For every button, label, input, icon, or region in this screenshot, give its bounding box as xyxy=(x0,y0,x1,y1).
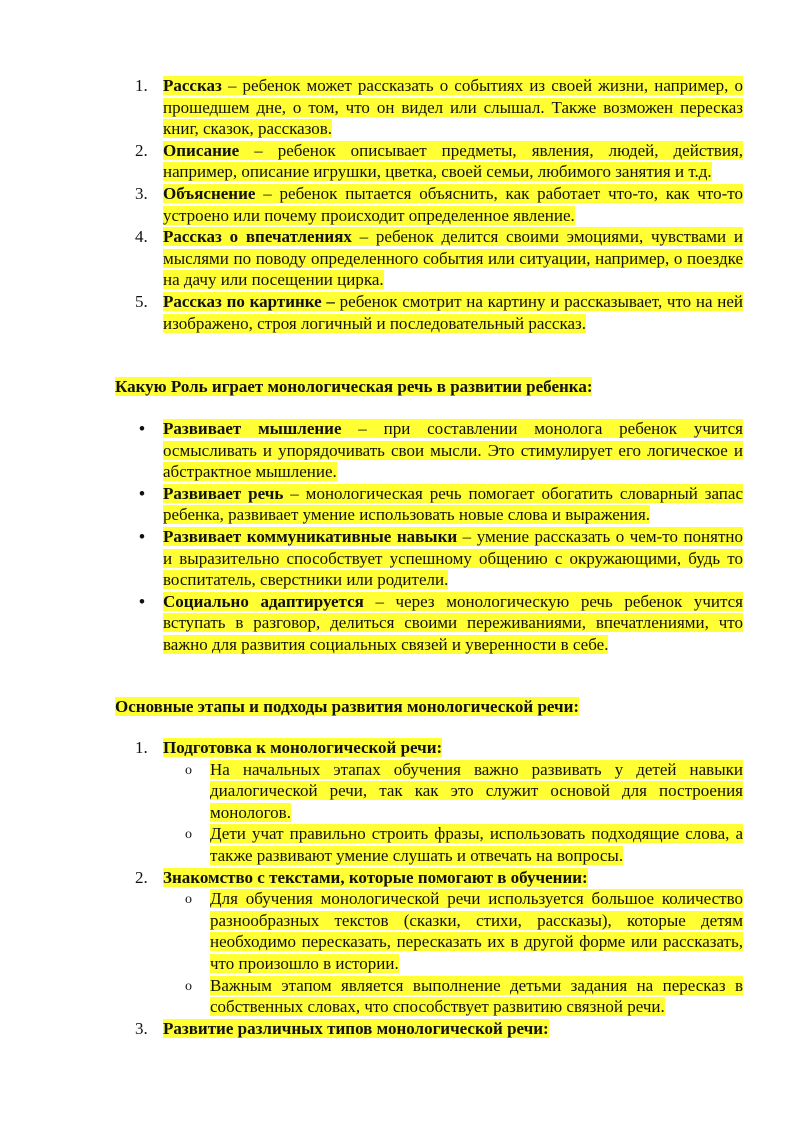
bullet-icon: • xyxy=(139,591,145,611)
circle-bullet-icon: o xyxy=(185,762,192,778)
sub-list-item xyxy=(185,975,743,1018)
item-term: Развивает мышление xyxy=(163,419,342,438)
item-text: – при составлении монолога ребенок учится осмысливать и упорядочивать свои мысли. Это стимулирует его логическое и абстрактное мышление. xyxy=(163,419,743,482)
item-term: Развивает речь xyxy=(163,483,284,503)
item-term: Рассказ xyxy=(163,76,222,95)
list-number: 5. xyxy=(135,291,148,311)
circle-bullet-icon: o xyxy=(185,827,192,843)
item-text: – ребенок пытается объяснить, как работает что-то, как что-то устроено или почему происходит определенное явление. xyxy=(163,183,743,225)
sub-list-item xyxy=(185,823,743,866)
list-item xyxy=(135,291,743,334)
list-item xyxy=(135,75,743,140)
sub-list xyxy=(185,759,743,867)
item-text: – через монологическую речь ребенок учится вступать в разговор, делиться своими переживаниями, впечатлениями, что важно для развития социальных связей и уверенности в себе. xyxy=(163,591,743,654)
circle-bullet-icon: o xyxy=(185,892,192,908)
item-text: – ребенок может рассказать о событиях из своей жизни, например, о прошедшем дне, о том, что он видел или слышал. Также возможен пересказ книг, сказок, рассказов. xyxy=(163,76,743,139)
list-number: 1. xyxy=(135,76,148,95)
item-term: Рассказ по картинке – xyxy=(163,291,335,311)
item-term: Социально адаптируется xyxy=(163,591,364,611)
bullet-icon: • xyxy=(139,526,145,546)
sub-item-text: Дети учат правильно строить фразы, использовать подходящие слова, а также развивают умение слушать и отвечать на вопросы. xyxy=(210,824,743,865)
speech-types-list xyxy=(135,75,743,334)
list-number: 4. xyxy=(135,227,148,247)
stage-item xyxy=(135,867,743,1018)
role-list xyxy=(139,418,743,656)
list-item xyxy=(139,483,743,526)
list-number: 3. xyxy=(135,183,148,203)
sub-item-text: На начальных этапах обучения важно развивать у детей навыки диалогической речи, так как это служит основой для построения монологов. xyxy=(210,759,743,822)
list-item xyxy=(135,226,743,291)
sub-item-text: Для обучения монологической речи используется большое количество разнообразных текстов (сказки, стихи, рассказы), которые детям необходимо пересказать, пересказать их в другой форме или рассказать, что произошло в истории. xyxy=(210,889,743,973)
stage-title: Подготовка к монологической речи: xyxy=(163,738,443,757)
section-heading-role: Какую Роль играет монологическая речь в развитии ребенка: xyxy=(115,377,593,396)
sub-list xyxy=(185,888,743,1018)
stage-title: Развитие различных типов монологической речи: xyxy=(163,1018,549,1038)
list-number: 2. xyxy=(135,867,148,887)
item-text: – монологическая речь помогает обогатить словарный запас ребенка, развивает умение использовать новые слова и выражения. xyxy=(163,483,743,525)
sub-list-item xyxy=(185,888,743,974)
item-term: Описание xyxy=(163,140,240,160)
list-item xyxy=(139,418,743,483)
item-term: Развивает коммуникативные навыки xyxy=(163,526,458,546)
sub-item-text: Важным этапом является выполнение детьми задания на пересказ в собственных словах, что способствует развитию связной речи. xyxy=(210,975,743,1017)
stages-list xyxy=(135,737,743,1039)
list-number: 2. xyxy=(135,140,148,160)
stage-item xyxy=(135,1018,743,1040)
circle-bullet-icon: o xyxy=(185,978,192,994)
sub-list-item xyxy=(185,759,743,824)
list-number: 3. xyxy=(135,1018,148,1038)
list-item xyxy=(135,140,743,183)
item-text: – ребенок описывает предметы, явления, людей, действия, например, описание игрушки, цветка, своей семьи, любимого занятия и т.д. xyxy=(163,140,743,182)
stage-title: Знакомство с текстами, которые помогают в обучении: xyxy=(163,867,588,887)
item-text: ребенок смотрит на картину и рассказывает, что на ней изображено, строя логичный и последовательный рассказ. xyxy=(163,291,743,333)
list-item xyxy=(139,526,743,591)
item-term: Рассказ о впечатлениях xyxy=(163,227,352,247)
item-text: – ребенок делится своими эмоциями, чувствами и мыслями по поводу определенного события или ситуации, например, о поездке на дачу или посещении цирка. xyxy=(163,227,743,290)
stage-item xyxy=(135,737,743,867)
item-term: Объяснение xyxy=(163,183,256,203)
list-number: 1. xyxy=(135,738,148,757)
list-item xyxy=(139,591,743,656)
bullet-icon: • xyxy=(139,483,145,503)
bullet-icon: • xyxy=(139,419,145,438)
item-text: – умение рассказать о чем-то понятно и выразительно способствует успешному общению с окружающими, будь то воспитатель, сверстники или родители. xyxy=(163,526,743,590)
list-item xyxy=(135,183,743,226)
section-heading-stages: Основные этапы и подходы развития монологической речи: xyxy=(115,697,580,716)
